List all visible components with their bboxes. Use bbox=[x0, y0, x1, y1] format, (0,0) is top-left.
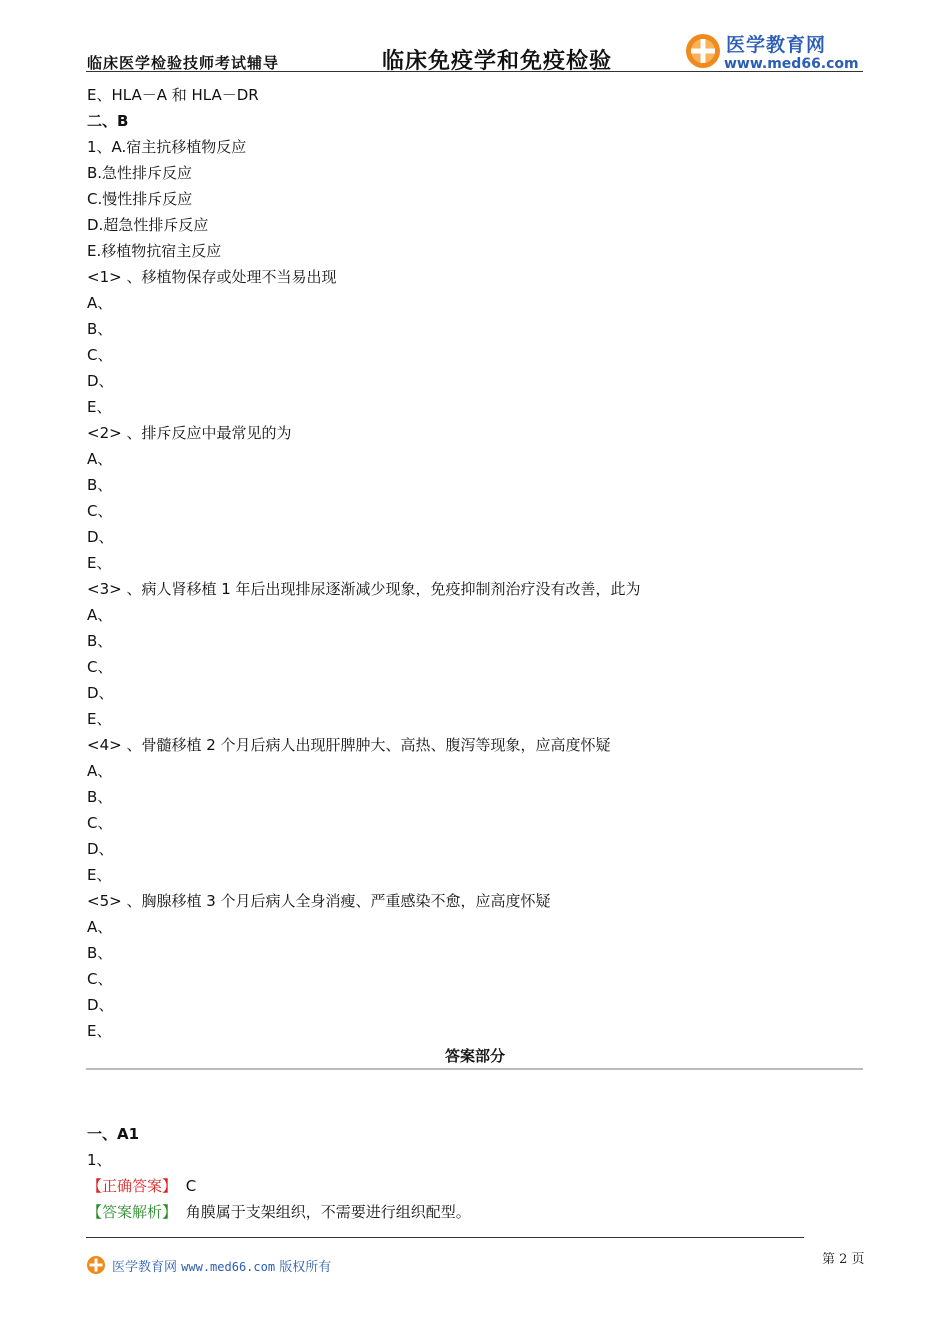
body-line: E、HLA－A 和 HLA－DR bbox=[87, 86, 259, 104]
body-line: <3> 、病人肾移植 1 年后出现排尿逐渐减少现象，免疫抑制剂治疗没有改善，此为 bbox=[87, 580, 641, 598]
page-number: 第 2 页 bbox=[822, 1252, 865, 1267]
page-title: 临床免疫学和免疫检验 bbox=[382, 49, 613, 74]
body-line: B、 bbox=[87, 788, 113, 806]
header-subtitle: 临床医学检验技师考试辅导 bbox=[87, 54, 280, 72]
analysis-text: 角膜属于支架组织，不需要进行组织配型。 bbox=[185, 1203, 471, 1221]
logo-name: 医学教育网 bbox=[726, 34, 827, 56]
body-line: D.超急性排斥反应 bbox=[87, 216, 209, 234]
body-line: E、 bbox=[87, 866, 112, 884]
footer-copyright bbox=[112, 1256, 331, 1275]
body-line: C、 bbox=[87, 502, 113, 520]
answer-question-number: 1、 bbox=[87, 1151, 112, 1169]
footer-rights: 版权所有 bbox=[279, 1260, 332, 1275]
body-line: D、 bbox=[87, 996, 114, 1014]
correct-answer-row bbox=[87, 1173, 867, 1199]
body-line: D、 bbox=[87, 372, 114, 390]
analysis-label: 【答案解析】 bbox=[87, 1203, 178, 1221]
body-line: 1、A.宿主抗移植物反应 bbox=[87, 138, 247, 156]
body-line: B、 bbox=[87, 632, 113, 650]
answer-divider bbox=[86, 1068, 863, 1070]
body-line: B、 bbox=[87, 476, 113, 494]
body-line: 二、B bbox=[87, 112, 129, 130]
logo-emblem-icon bbox=[684, 32, 722, 70]
answer-part-heading: 一、A1 bbox=[87, 1125, 140, 1143]
body-line: <4> 、骨髓移植 2 个月后病人出现肝脾肿大、高热、腹泻等现象，应高度怀疑 bbox=[87, 736, 611, 754]
footer-divider bbox=[86, 1237, 804, 1238]
analysis-row bbox=[87, 1199, 867, 1225]
correct-answer-label: 【正确答案】 bbox=[87, 1177, 178, 1195]
footer-logo-icon bbox=[86, 1255, 106, 1275]
body-line: D、 bbox=[87, 684, 114, 702]
body-line: C、 bbox=[87, 658, 113, 676]
body-line: <5> 、胸腺移植 3 个月后病人全身消瘦、严重感染不愈，应高度怀疑 bbox=[87, 892, 551, 910]
body-line: D、 bbox=[87, 528, 114, 546]
body-line: E.移植物抗宿主反应 bbox=[87, 242, 222, 260]
body-line: E、 bbox=[87, 554, 112, 572]
logo-url: www.med66.com bbox=[724, 56, 859, 72]
body-line: E、 bbox=[87, 398, 112, 416]
footer-brand: 医学教育网 bbox=[112, 1260, 178, 1275]
answer-block bbox=[87, 1121, 867, 1225]
body-line: E、 bbox=[87, 710, 112, 728]
body-line: D、 bbox=[87, 840, 114, 858]
body-line: C、 bbox=[87, 346, 113, 364]
body-line: C、 bbox=[87, 970, 113, 988]
body-line: <1> 、移植物保存或处理不当易出现 bbox=[87, 268, 337, 286]
body-line: A、 bbox=[87, 450, 113, 468]
body-line: A、 bbox=[87, 762, 113, 780]
body-line: A、 bbox=[87, 606, 113, 624]
body-line: A、 bbox=[87, 918, 113, 936]
answer-section-title: 答案部分 bbox=[444, 1047, 505, 1065]
correct-answer-value: C bbox=[185, 1177, 197, 1195]
brand-logo bbox=[684, 30, 864, 74]
body-line: B、 bbox=[87, 944, 113, 962]
body-line: C.慢性排斥反应 bbox=[87, 190, 193, 208]
body-line: A、 bbox=[87, 294, 113, 312]
header-divider bbox=[86, 71, 863, 72]
body-line: B.急性排斥反应 bbox=[87, 164, 193, 182]
question-list bbox=[87, 82, 867, 1044]
body-line: C、 bbox=[87, 814, 113, 832]
body-line: E、 bbox=[87, 1022, 112, 1040]
body-line: B、 bbox=[87, 320, 113, 338]
footer-url[interactable]: www.med66.com bbox=[181, 1260, 276, 1274]
body-line: <2> 、排斥反应中最常见的为 bbox=[87, 424, 292, 442]
